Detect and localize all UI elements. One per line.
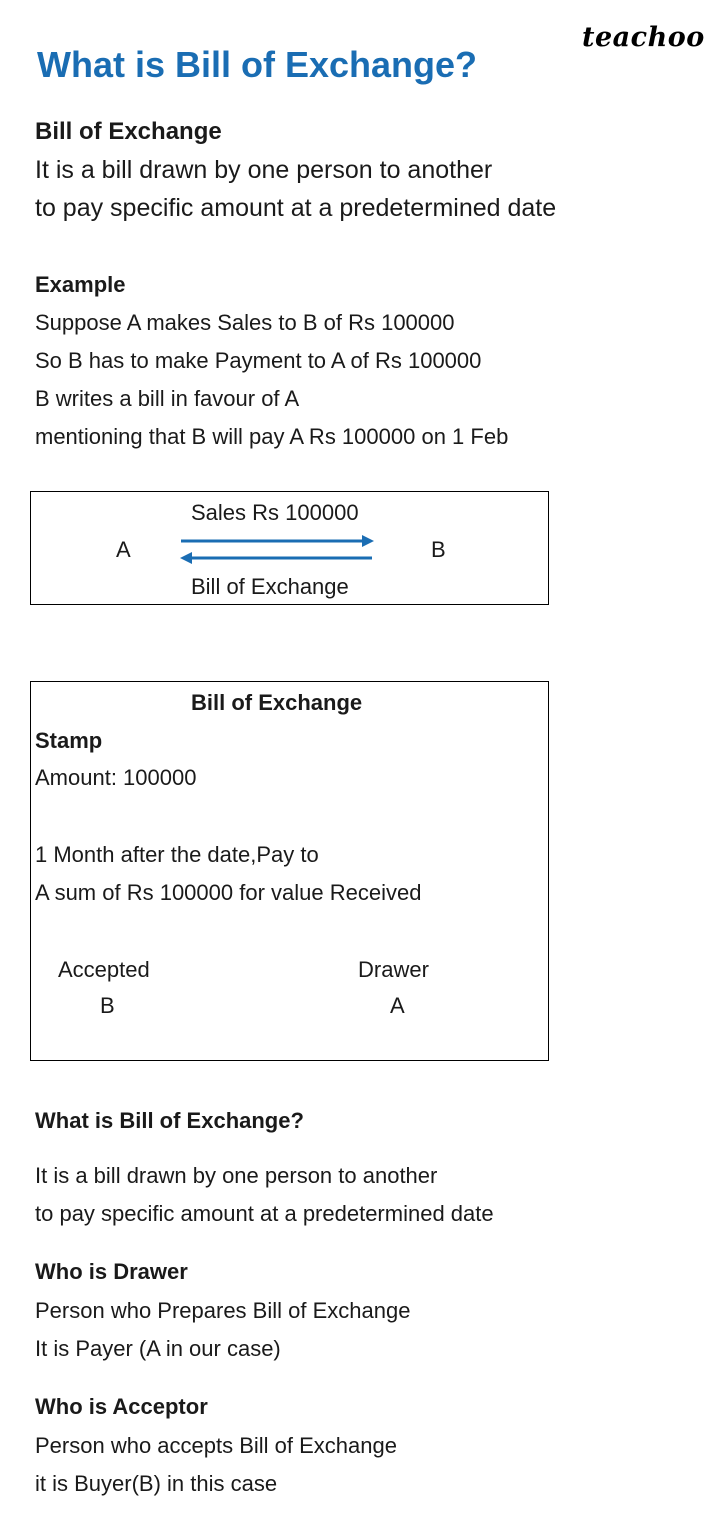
bill-line: 1 Month after the date,Pay to [35,842,319,867]
bill-stamp: Stamp [35,728,103,753]
accepted-label: Accepted [58,957,150,982]
faq-question: What is Bill of Exchange? [35,1108,304,1133]
faq-answer-line: It is Payer (A in our case) [35,1336,281,1361]
page-title: What is Bill of Exchange? [37,44,478,85]
faq-answer-line: It is a bill drawn by one person to another [35,1163,438,1188]
faq-answer-line: Person who Prepares Bill of Exchange [35,1298,411,1323]
drawer-label: Drawer [358,957,429,982]
definition-heading: Bill of Exchange [35,118,222,145]
bill-line: A sum of Rs 100000 for value Received [35,880,422,905]
bill-arrowhead-icon [180,552,192,564]
example-line: So B has to make Payment to A of Rs 100000 [35,348,482,373]
faq-answer-line: to pay specific amount at a predetermined date [35,1201,494,1226]
bill-title: Bill of Exchange [191,690,363,715]
flow-party-right: B [431,537,446,562]
teachoo-logo: teachoo [582,22,705,53]
definition-line: It is a bill drawn by one person to another [35,156,493,184]
faq-question: Who is Drawer [35,1259,188,1284]
example-line: Suppose A makes Sales to B of Rs 100000 [35,310,455,335]
accepted-name: B [100,993,115,1018]
faq-answer-line: Person who accepts Bill of Exchange [35,1433,397,1458]
drawer-name: A [390,993,405,1018]
faq-answer-line: it is Buyer(B) in this case [35,1471,278,1496]
bill-amount: Amount: 100000 [35,765,197,790]
example-line: mentioning that B will pay A Rs 100000 on 1 Feb [35,424,509,449]
faq-question: Who is Acceptor [35,1394,208,1419]
flow-party-left: A [116,537,131,562]
sales-arrowhead-icon [362,535,374,547]
example-line: B writes a bill in favour of A [35,386,300,411]
flow-bottom-label: Bill of Exchange [191,574,349,599]
flow-top-label: Sales Rs 100000 [191,500,359,525]
definition-line: to pay specific amount at a predetermined date [35,194,557,222]
flow-arrows [150,525,390,573]
example-heading: Example [35,272,126,297]
